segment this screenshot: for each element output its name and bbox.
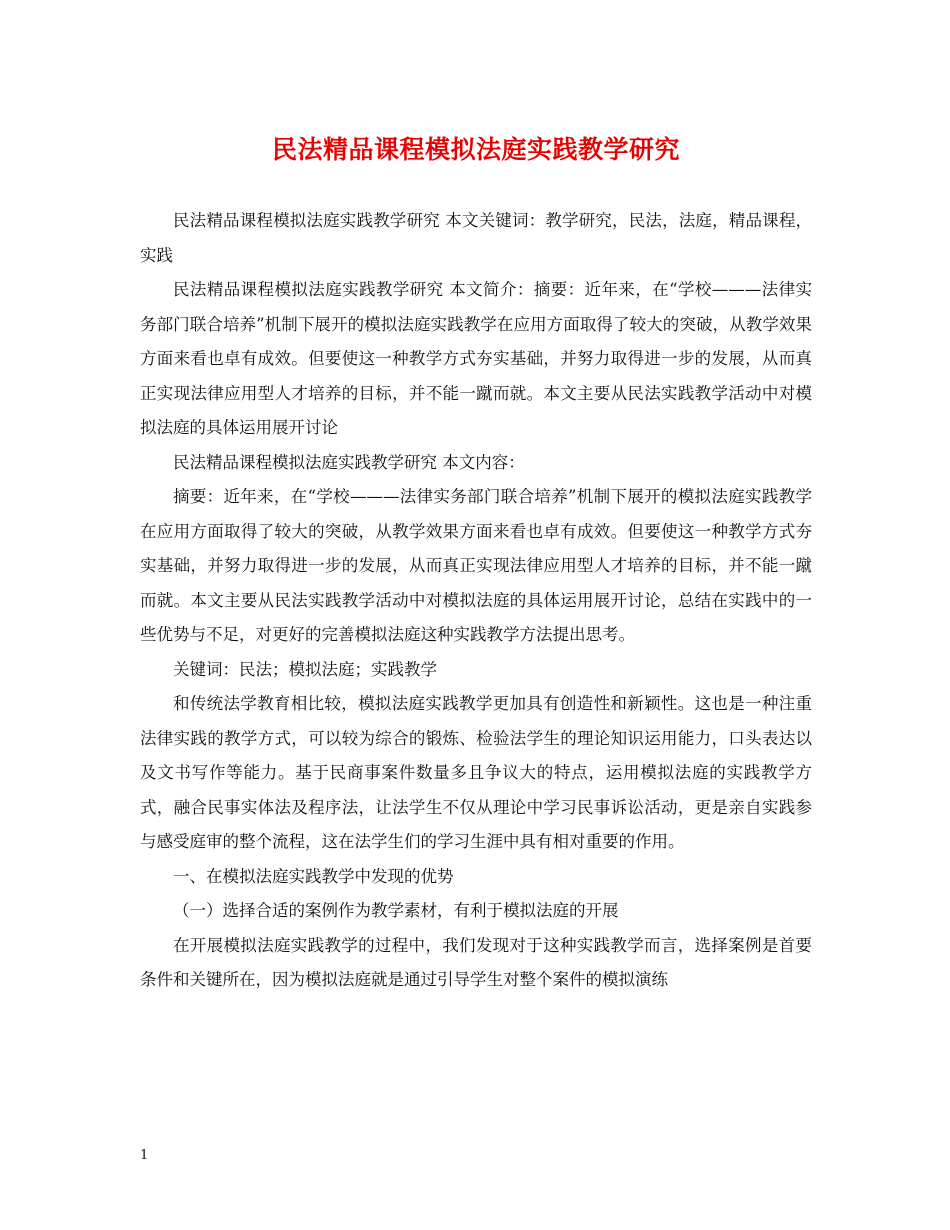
body-paragraph: 在开展模拟法庭实践教学的过程中，我们发现对于这种实践教学而言，选择案例是首要条件和关键所在，因为模拟法庭就是通过引导学生对整个案件的模拟演练 <box>140 935 812 989</box>
summary-paragraph: 民法精品课程模拟法庭实践教学研究 本文简介：摘要：近年来，在“学校———法律实务部门联合培养”机制下展开的模拟法庭实践教学在应用方面取得了较大的突破，从教学效果方面来看也卓有成效。但要使这一种教学方式夯实基础，并努力取得进一步的发展，从而真正实现法律应用型人才培养的目标，并不能一蹴而就。本文主要从民法实践教学活动中对模拟法庭的具体运用展开讨论 <box>140 280 812 437</box>
section-heading: 一、在模拟法庭实践教学中发现的优势 <box>173 866 454 886</box>
subsection-heading: （一）选择合适的案例作为教学素材，有利于模拟法庭的开展 <box>173 901 619 920</box>
intro-paragraph: 和传统法学教育相比较，模拟法庭实践教学更加具有创造性和新颖性。这也是一种注重法律实践的教学方式，可以较为综合的锻炼、检验法学生的理论知识运用能力，口头表达以及文书写作等能力。基于民商事案件数量多且争议大的特点，运用模拟法庭的实践教学方式，融合民事实体法及程序法，让法学生不仅从理论中学习民事诉讼活动，更是亲自实践参与感受庭审的整个流程，这在法学生们的学习生涯中具有相对重要的作用。 <box>140 694 812 851</box>
keyword-list-paragraph: 关键词：民法；模拟法庭；实践教学 <box>173 659 437 679</box>
abstract-paragraph: 摘要：近年来，在“学校———法律实务部门联合培养”机制下展开的模拟法庭实践教学在应用方面取得了较大的突破，从教学效果方面来看也卓有成效。但要使这一种教学方式夯实基础，并努力取得进一步的发展，从而真正实现法律应用型人才培养的目标，并不能一蹴而就。本文主要从民法实践教学活动中对模拟法庭的具体运用展开讨论，总结在实践中的一些优势与不足，对更好的完善模拟法庭这种实践教学方法提出思考。 <box>140 487 812 644</box>
document-body <box>140 204 812 998</box>
page-title: 民法精品课程模拟法庭实践教学研究 <box>271 135 680 164</box>
content-heading-paragraph: 民法精品课程模拟法庭实践教学研究 本文内容： <box>173 452 525 472</box>
page-number: 1 <box>140 1148 149 1163</box>
keywords-paragraph: 民法精品课程模拟法庭实践教学研究 本文关键词：教学研究，民法，法庭，精品课程，实践 <box>140 211 812 265</box>
